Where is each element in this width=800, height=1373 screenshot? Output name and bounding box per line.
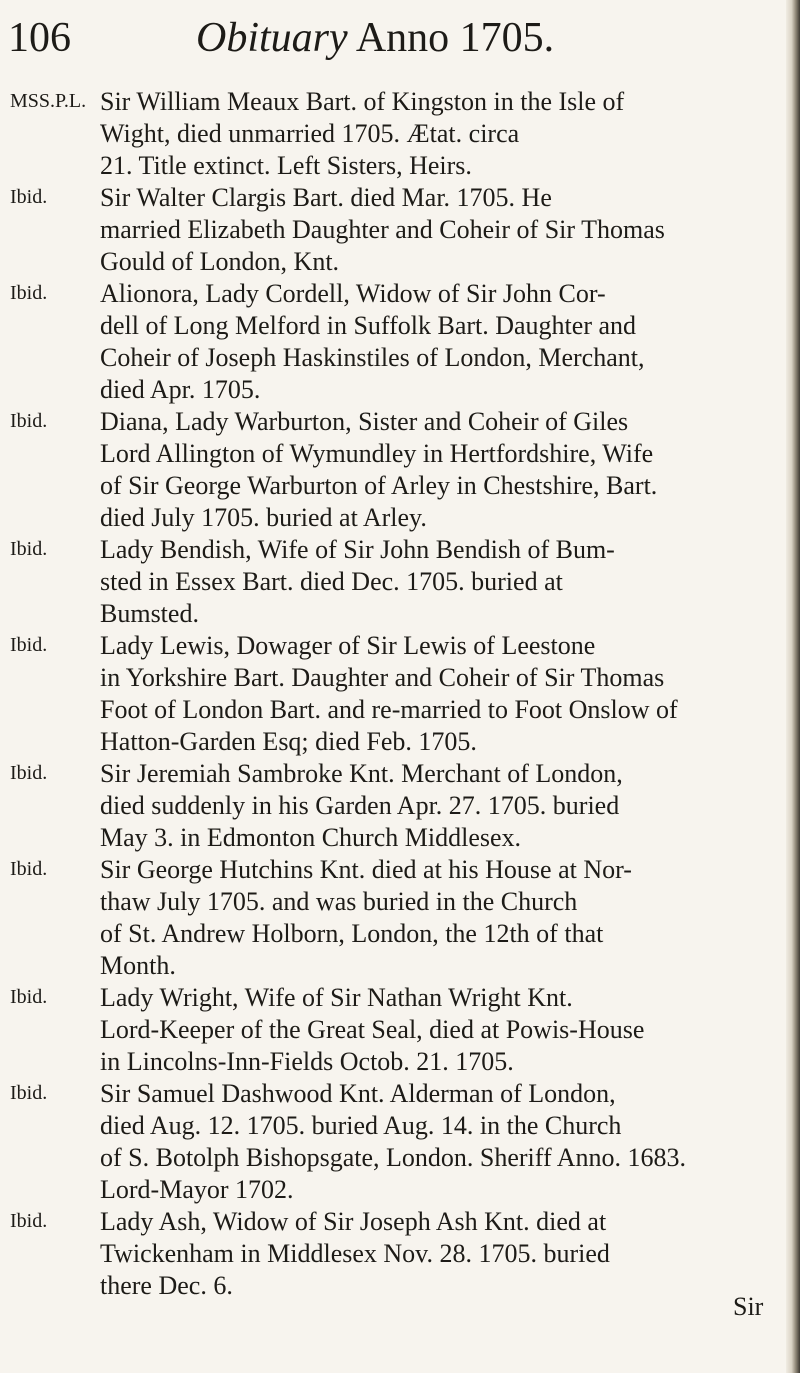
margin-reference: Ibid. <box>10 1210 48 1232</box>
entry-text <box>100 406 786 534</box>
entry-text <box>100 278 786 406</box>
obituary-entry <box>0 758 786 854</box>
running-head-year: Anno 1705. <box>347 15 555 61</box>
entry-line: Twickenham in Middlesex Nov. 28. 1705. buried <box>100 1239 610 1268</box>
entry-line: Lady Ash, Widow of Sir Joseph Ash Knt. died at <box>100 1207 607 1236</box>
entry-line: Lady Lewis, Dowager of Sir Lewis of Leestone <box>100 631 596 660</box>
entry-text <box>100 982 786 1078</box>
margin-reference: Ibid. <box>10 762 48 784</box>
entry-line: Lady Bendish, Wife of Sir John Bendish of Bum- <box>100 535 615 564</box>
entry-line: Diana, Lady Warburton, Sister and Coheir of Giles <box>100 407 629 436</box>
entry-line: Wight, died unmarried 1705. Ætat. circa <box>100 119 520 148</box>
margin-reference: Ibid. <box>10 282 48 304</box>
entry-line: Bumsted. <box>100 599 199 628</box>
entry-line: Sir George Hutchins Knt. died at his House at Nor- <box>100 855 632 884</box>
entry-line: died Aug. 12. 1705. buried Aug. 14. in the Church <box>100 1111 622 1140</box>
margin-reference: Ibid. <box>10 858 48 880</box>
entry-line: Alionora, Lady Cordell, Widow of Sir John Cor- <box>100 279 606 308</box>
entry-text <box>100 1078 786 1206</box>
margin-reference: Ibid. <box>10 1082 48 1104</box>
obituary-entry <box>0 182 786 278</box>
obituary-entry <box>0 630 786 758</box>
obituary-entry <box>0 854 786 982</box>
entry-line: died Apr. 1705. <box>100 375 261 404</box>
obituary-entry <box>0 278 786 406</box>
entry-line: sted in Essex Bart. died Dec. 1705. buried at <box>100 567 563 596</box>
entry-line: of Sir George Warburton of Arley in Chestshire, Bart. <box>100 471 658 500</box>
entry-line: of S. Botolph Bishopsgate, London. Sheriff Anno. 1683. <box>100 1143 686 1172</box>
margin-reference: Ibid. <box>10 986 48 1008</box>
page-number: 106 <box>8 15 71 61</box>
margin-reference: Ibid. <box>10 634 48 656</box>
entry-line: Lady Wright, Wife of Sir Nathan Wright Knt. <box>100 983 573 1012</box>
entry-line: 21. Title extinct. Left Sisters, Heirs. <box>100 151 472 180</box>
obituary-entry <box>0 406 786 534</box>
page-edge-shadow <box>786 0 800 1373</box>
margin-reference: MSS.P.L. <box>10 90 87 112</box>
entry-line: of St. Andrew Holborn, London, the 12th of that <box>100 919 604 948</box>
entry-line: Sir Samuel Dashwood Knt. Alderman of London, <box>100 1079 616 1108</box>
entry-line: Foot of London Bart. and re-married to Foot Onslow of <box>100 695 678 724</box>
entry-text <box>100 630 786 758</box>
entry-line: thaw July 1705. and was buried in the Church <box>100 887 578 916</box>
entry-text <box>100 182 786 278</box>
obituary-entry <box>0 1206 786 1302</box>
entry-line: Lord Allington of Wymundley in Hertfordshire, Wife <box>100 439 654 468</box>
running-head <box>196 14 554 62</box>
obituary-entries <box>0 86 786 1302</box>
entry-line: there Dec. 6. <box>100 1271 233 1300</box>
obituary-entry <box>0 982 786 1078</box>
running-head-title: Obituary <box>196 15 348 61</box>
entry-line: in Lincolns-Inn-Fields Octob. 21. 1705. <box>100 1047 514 1076</box>
entry-line: Month. <box>100 951 176 980</box>
entry-text <box>100 1206 786 1302</box>
entry-line: Lord-Keeper of the Great Seal, died at Powis-House <box>100 1015 645 1044</box>
obituary-entry <box>0 1078 786 1206</box>
entry-text <box>100 758 786 854</box>
entry-text <box>100 86 786 182</box>
entry-line: May 3. in Edmonton Church Middlesex. <box>100 823 522 852</box>
page-header <box>8 14 778 74</box>
margin-reference: Ibid. <box>10 538 48 560</box>
entry-line: died suddenly in his Garden Apr. 27. 1705. buried <box>100 791 620 820</box>
entry-line: Lord-Mayor 1702. <box>100 1175 294 1204</box>
obituary-entry <box>0 534 786 630</box>
entry-text <box>100 534 786 630</box>
entry-line: Coheir of Joseph Haskinstiles of London, Merchant, <box>100 343 645 372</box>
entry-line: Sir Jeremiah Sambroke Knt. Merchant of London, <box>100 759 623 788</box>
entry-line: in Yorkshire Bart. Daughter and Coheir of Sir Thomas <box>100 663 665 692</box>
entry-line: Sir Walter Clargis Bart. died Mar. 1705. He <box>100 183 552 212</box>
entry-line: Hatton-Garden Esq; died Feb. 1705. <box>100 727 477 756</box>
margin-reference: Ibid. <box>10 186 48 208</box>
entry-line: Gould of London, Knt. <box>100 247 340 276</box>
catchword: Sir <box>733 1292 764 1321</box>
entry-line: Sir William Meaux Bart. of Kingston in the Isle of <box>100 87 625 116</box>
entry-line: married Elizabeth Daughter and Coheir of Sir Thomas <box>100 215 665 244</box>
obituary-entry <box>0 86 786 182</box>
margin-reference: Ibid. <box>10 410 48 432</box>
entry-line: dell of Long Melford in Suffolk Bart. Daughter and <box>100 311 637 340</box>
entry-line: died July 1705. buried at Arley. <box>100 503 427 532</box>
entry-text <box>100 854 786 982</box>
